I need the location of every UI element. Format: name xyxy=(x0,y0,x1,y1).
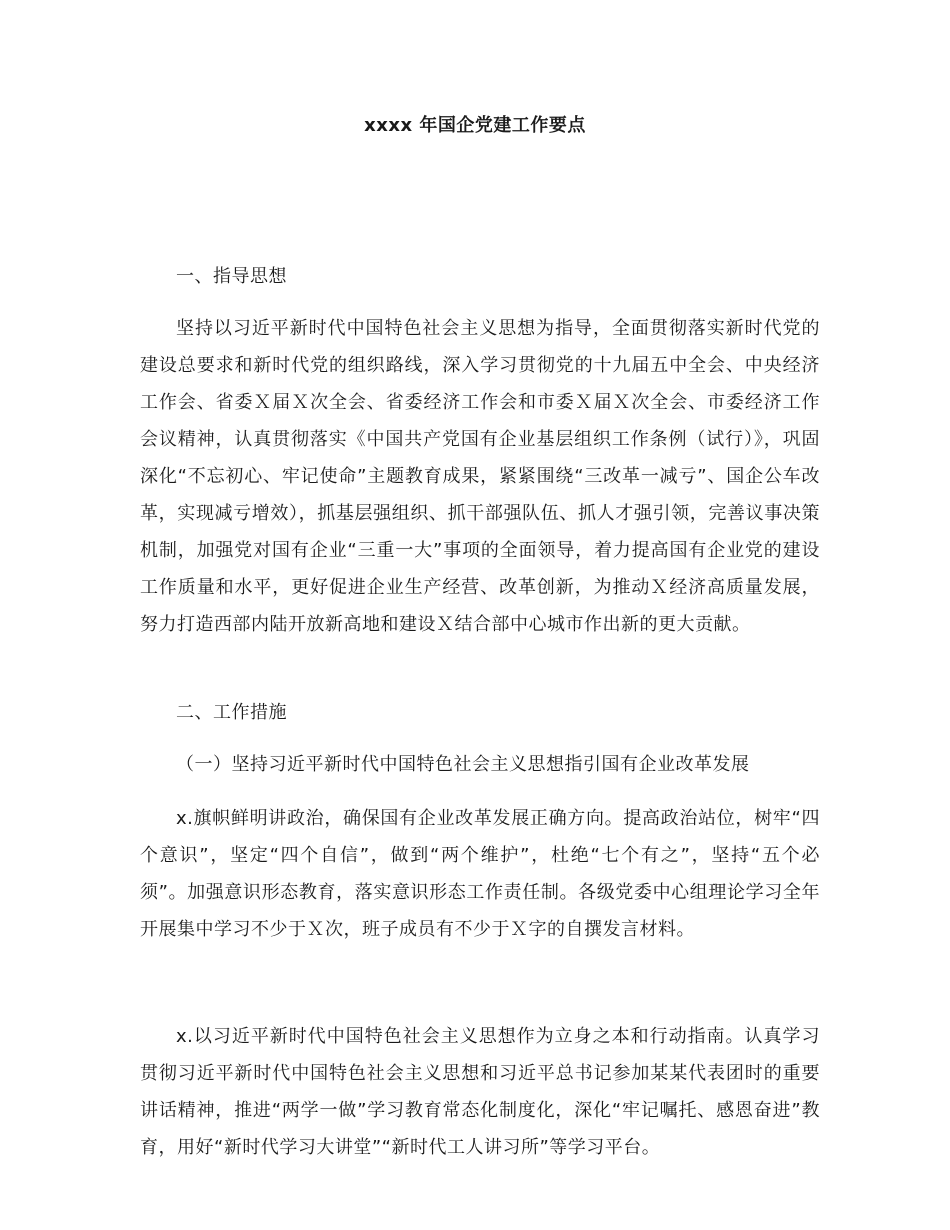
subsection-heading-1: （一）坚持习近平新时代中国特色社会主义思想指引国有企业改革发展 xyxy=(176,754,750,775)
section-heading-guiding-ideology: 一、指导思想 xyxy=(176,266,287,287)
guiding-ideology-paragraph: 坚持以习近平新时代中国特色社会主义思想为指导，全面贯彻落实新时代党的建设总要求和新时代党的组织路线，深入学习贯彻党的十九届五中全会、中央经济工作会、省委Ｘ届Ｘ次全会、省委经济工作会和市委Ｘ届Ｘ次全会、市委经济工作会议精神，认真贯彻落实《中国共产党国有企业基层组织工作条例（试行）》，巩固深化“不忘初心、牢记使命”主题教育成果，紧紧围绕“三改革一减亏”、国企公车改革，实现减亏增效），抓基层强组织、抓干部强队伍、抓人才强引领，完善议事决策机制，加强党对国有企业“三重一大”事项的全面领导，着力提高国有企业党的建设工作质量和水平，更好促进企业生产经营、改革创新，为推动Ｘ经济高质量发展，努力打造西部内陆开放新高地和建设Ｘ结合部中心城市作出新的更大贡献。 xyxy=(140,318,820,635)
measure-item-2-paragraph: x.以习近平新时代中国特色社会主义思想作为立身之本和行动指南。认真学习贯彻习近平新时代中国特色社会主义思想和习近平总书记参加某某代表团时的重要讲话精神，推进“两学一做”学习教育常态化制度化，深化“牢记嘱托、感恩奋进”教育，用好“新时代学习大讲堂”“新时代工人讲习所”等学习平台。 xyxy=(140,1026,820,1158)
measure-item-1-paragraph: x.旗帜鲜明讲政治，确保国有企业改革发展正确方向。提高政治站位，树牢“四个意识”，坚定“四个自信”，做到“两个维护”，杜绝“七个有之”，坚持“五个必须”。加强意识形态教育，落实意识形态工作责任制。各级党委中心组理论学习全年开展集中学习不少于Ｘ次，班子成员有不少于Ｘ字的自撰发言材料。 xyxy=(140,808,820,940)
section-heading-work-measures: 二、工作措施 xyxy=(176,702,287,723)
document-title: xxxx 年国企党建工作要点 xyxy=(364,115,586,136)
